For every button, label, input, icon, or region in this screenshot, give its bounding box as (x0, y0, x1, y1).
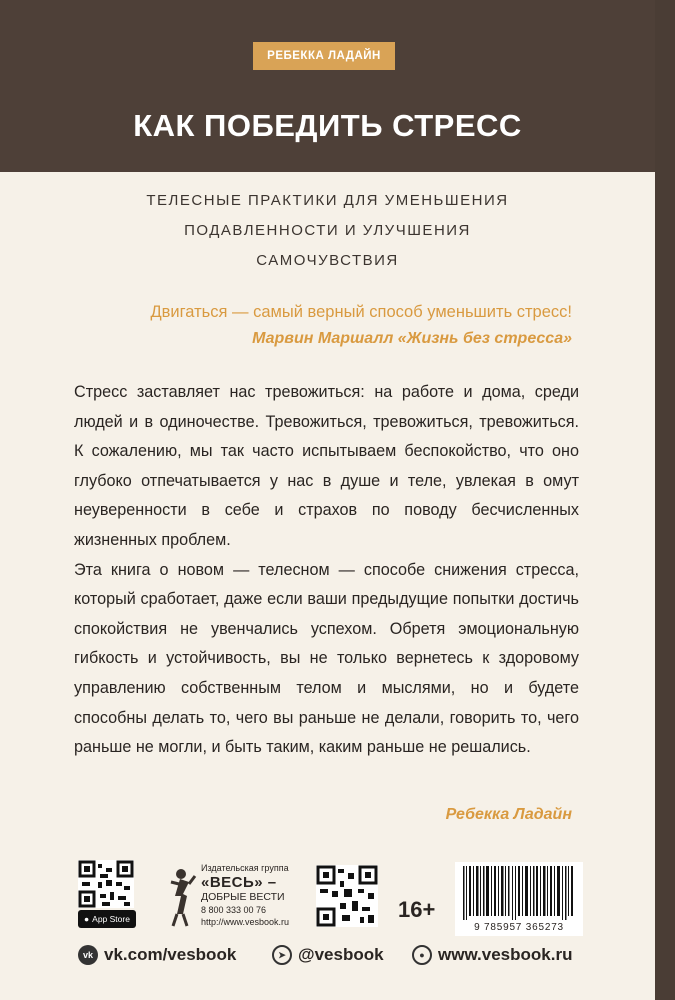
spine-strip (655, 0, 675, 1000)
author-tab: РЕБЕККА ЛАДАЙН (253, 42, 395, 70)
qr-code-app (78, 860, 134, 908)
publisher-name: «ВЕСЬ» – (201, 874, 277, 891)
globe-icon: ● (412, 945, 432, 965)
author-signature: Ребекка Ладайн (445, 806, 572, 823)
app-store-label: App Store (92, 914, 130, 924)
social-web (412, 945, 572, 965)
isbn-number: 9 785957 365273 (455, 922, 583, 933)
blurb-body (74, 378, 579, 763)
publisher-phone: 8 800 333 00 76 (201, 905, 267, 915)
publisher-logo (163, 866, 197, 928)
social-vk (78, 945, 236, 965)
web-link: www.vesbook.ru (438, 945, 573, 964)
subtitle-line: ТЕЛЕСНЫЕ ПРАКТИКИ ДЛЯ УМЕНЬШЕНИЯ (146, 192, 509, 209)
epigraph-quote: Двигаться — самый верный способ уменьшить стресс! (150, 303, 572, 321)
publisher-name-2: ДОБРЫЕ ВЕСТИ (201, 891, 285, 903)
social-telegram (272, 945, 384, 965)
age-rating: 16+ (398, 897, 436, 922)
subtitle-line: ПОДАВЛЕННОСТИ И УЛУЧШЕНИЯ (184, 222, 471, 239)
telegram-handle: @vesbook (298, 945, 384, 964)
subtitle (0, 186, 655, 276)
app-store-badge (78, 910, 136, 928)
subtitle-line: САМОЧУВСТВИЯ (256, 252, 399, 269)
publisher-group-label: Издательская группа (201, 863, 289, 873)
vk-icon: vk (78, 945, 98, 965)
telegram-icon: ➤ (272, 945, 292, 965)
apple-icon: ● (84, 914, 90, 924)
book-title: КАК ПОБЕДИТЬ СТРЕСС (133, 108, 522, 143)
vk-link: vk.com/vesbook (104, 945, 237, 964)
blurb-paragraph: Эта книга о новом — телесном — способе снижения стресса, который сработает, даже если ваши предыдущие попытки достичь спокойствия не увенчались успехом. Обретя эмоциональную гибкость и устойчивость, вы не только вернетесь к здоровому управлению собственным телом и мыслями, но и будете способны делать то, чего вы раньше не делали, говорить то, чего раньше не могли, и быть таким, каким раньше не решались. (74, 560, 579, 757)
blurb-paragraph: Стресс заставляет нас тревожиться: на работе и дома, среди людей и в одиночестве. Тревожиться, тревожиться, тревожиться. К сожалению, мы так часто испытываем беспокойство, что оно глубоко отпечатывается у нас в душе и теле, увлекая в омут неуверенности в себе и страхов по поводу бесчисленных жизненных проблем. (74, 383, 579, 549)
publisher-site: http://www.vesbook.ru (201, 917, 290, 927)
publisher-info (201, 862, 289, 928)
epigraph-author: Марвин Маршалл «Жизнь без стресса» (252, 330, 572, 347)
qr-code-site (316, 865, 378, 927)
